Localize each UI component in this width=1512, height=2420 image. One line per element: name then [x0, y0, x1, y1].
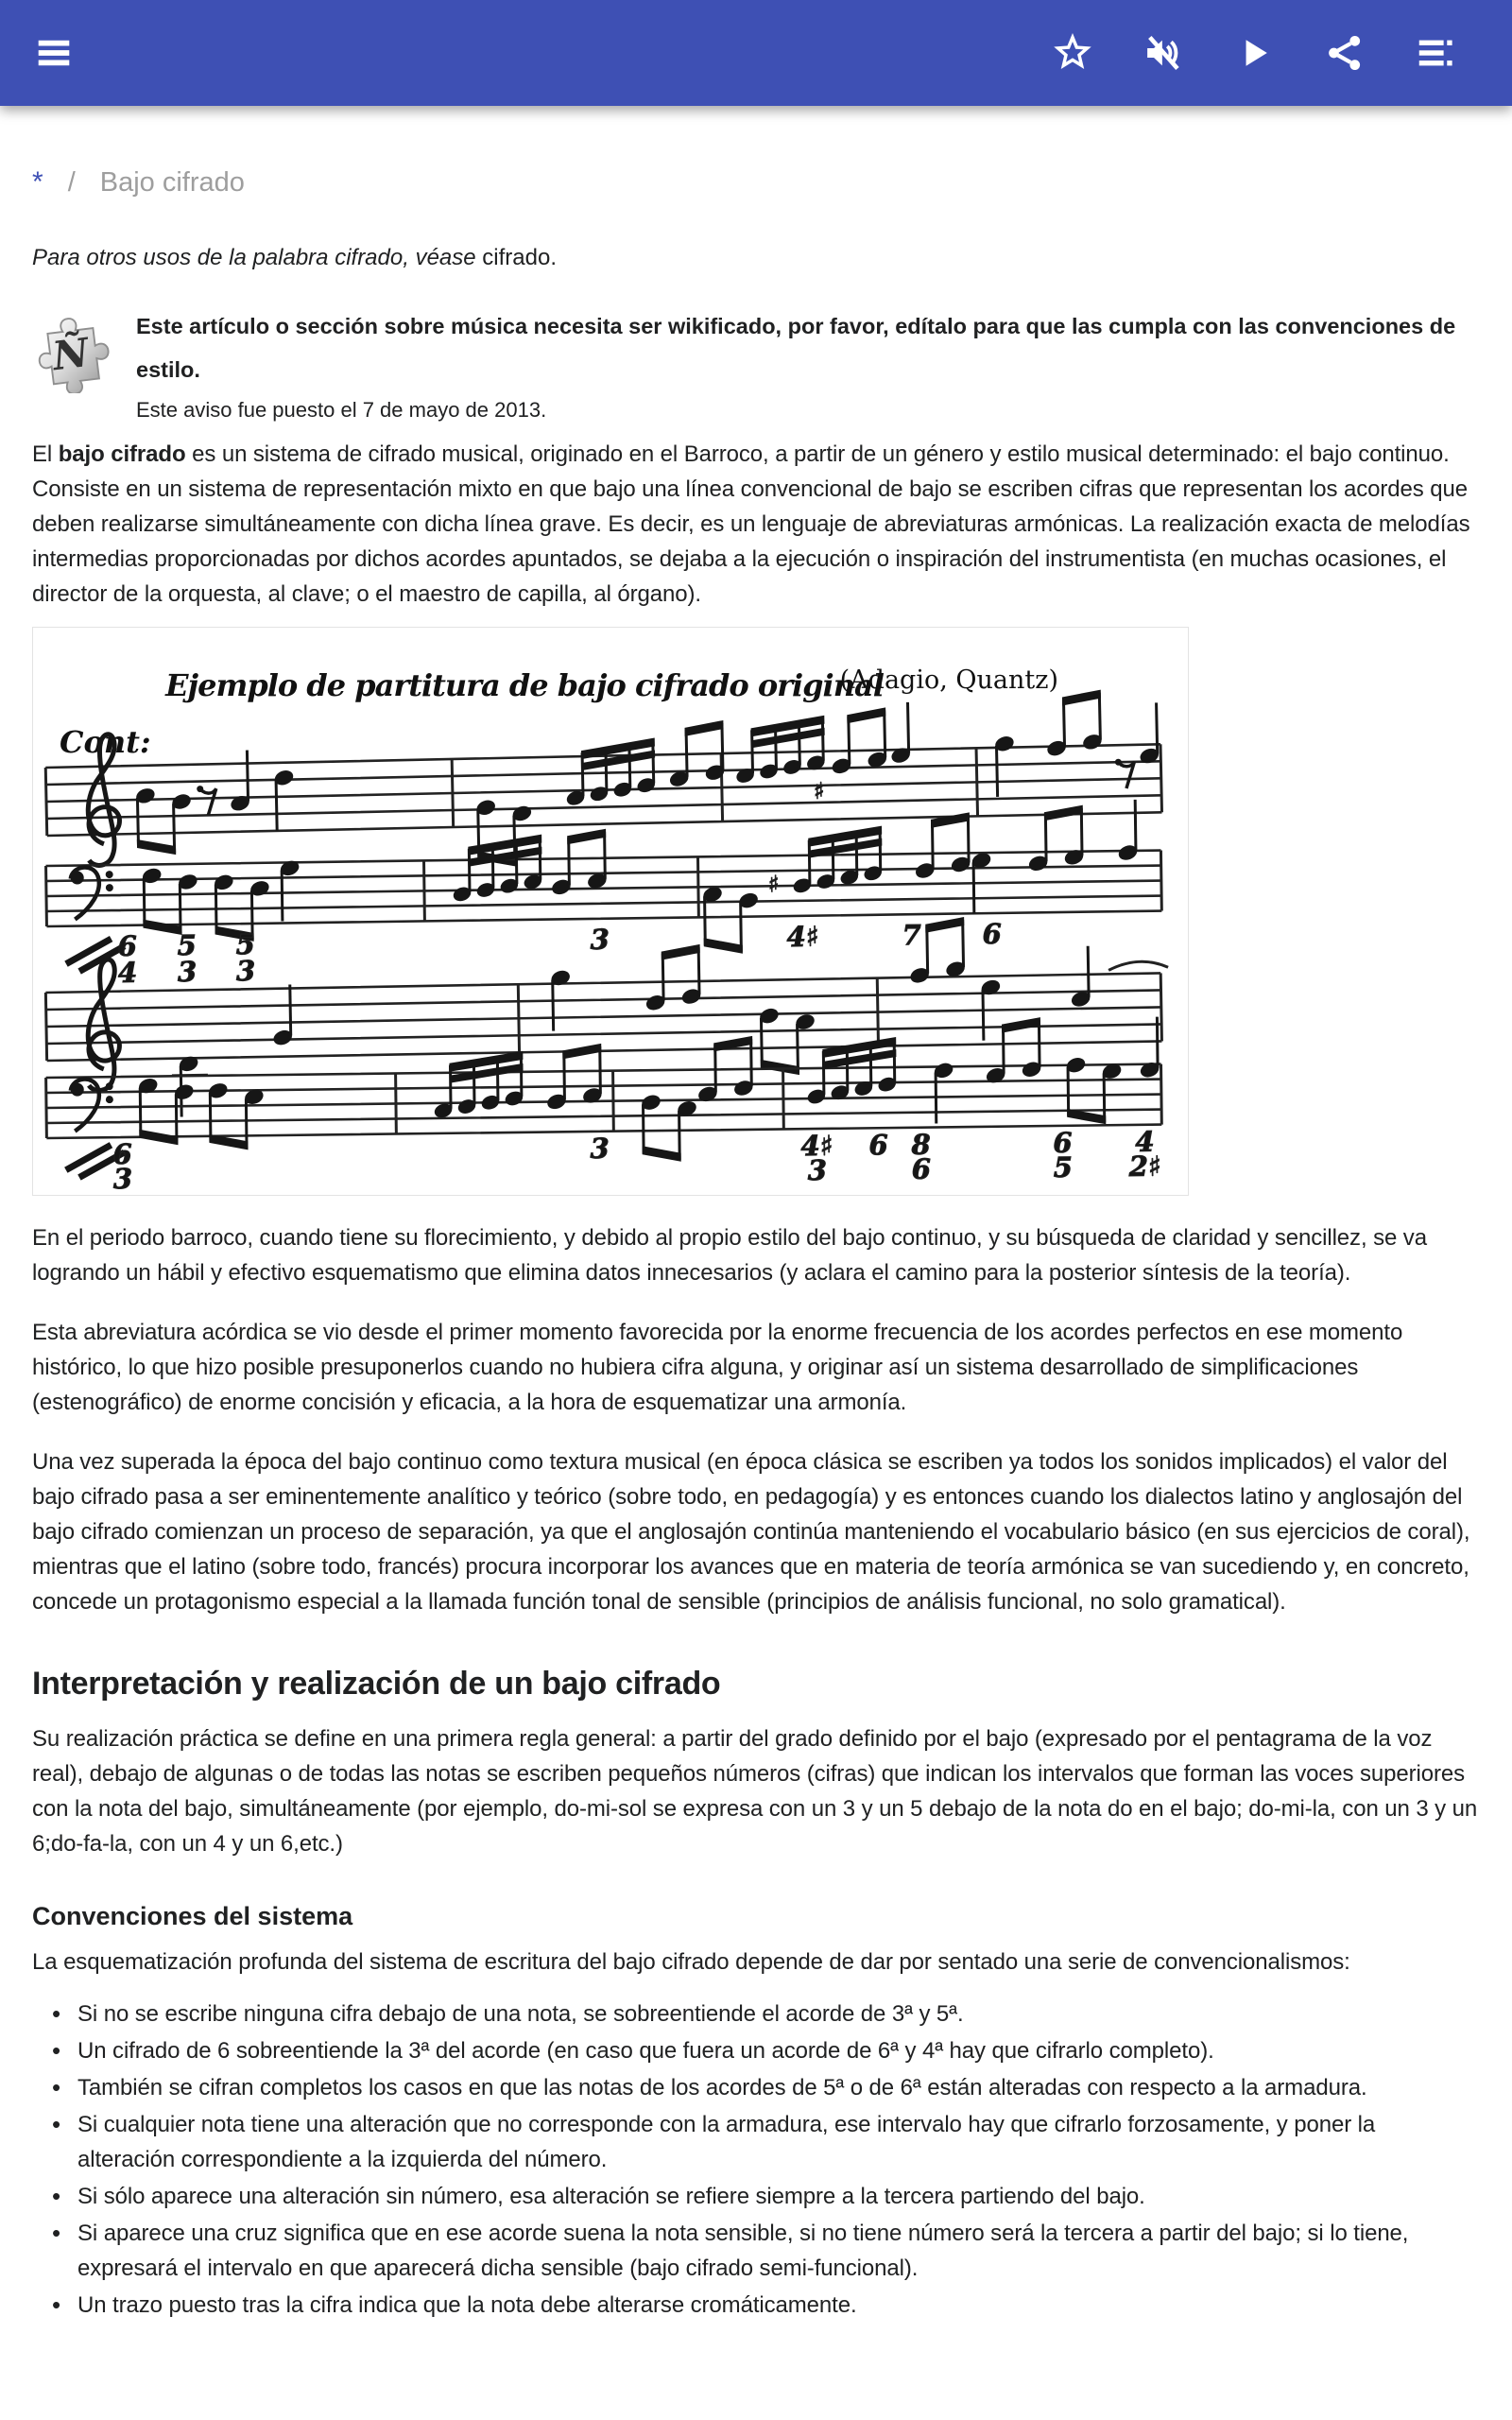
- wikify-puzzle-icon: [32, 306, 113, 393]
- svg-text:6: 6: [982, 917, 1002, 951]
- svg-text:4♯: 4♯: [786, 920, 820, 954]
- svg-text:3: 3: [590, 1132, 610, 1165]
- lead-prefix: El: [32, 441, 59, 467]
- svg-text:6: 6: [868, 1129, 888, 1162]
- hatnote-text: Para otros usos de la palabra cifrado, véase: [32, 245, 476, 270]
- svg-text:3: 3: [235, 954, 256, 988]
- subsection-heading: Convenciones del sistema: [32, 1902, 353, 1930]
- list-item: • Si sólo aparece una alteración sin número, esa alteración se refiere siempre a la tercera partiendo del bajo.: [77, 2179, 1455, 2214]
- share-icon[interactable]: [1323, 31, 1366, 75]
- svg-text:3: 3: [590, 923, 610, 956]
- svg-text:4: 4: [117, 956, 138, 989]
- score-title: Ejemplo de partitura de bajo cifrado original: [165, 667, 884, 703]
- lead-paragraph: [32, 437, 1480, 612]
- score-cont-label: Cont:: [60, 724, 151, 760]
- list-item: • Si cualquier nota tiene una alteración que no corresponde con la armadura, ese intervalo hay que cifrarlo forzosamente, y poner la alteración correspondiente a la izquierda del número.: [77, 2107, 1455, 2177]
- svg-text:3: 3: [177, 955, 198, 989]
- article-content: [0, 164, 1512, 2323]
- wikify-notice-body: [136, 304, 1480, 424]
- app-bar: [0, 0, 1512, 106]
- list-item: • Un cifrado de 6 sobreentiende la 3ª del acorde (en caso que fuera un acorde de 6ª y 4ª hay que cifrarlo completo).: [77, 2033, 1455, 2068]
- toc-icon[interactable]: [1414, 31, 1457, 75]
- breadcrumb: [32, 164, 1480, 200]
- svg-text:8: 8: [911, 1128, 931, 1161]
- svg-text:5: 5: [1053, 1150, 1074, 1184]
- svg-text:7: 7: [902, 919, 921, 952]
- volume-off-icon[interactable]: [1142, 31, 1185, 75]
- lead-rest: es un sistema de cifrado musical, originado en el Barroco, a partir de un género y estilo musical determinado: el bajo continuo. Consiste en un sistema de representación mixto en que bajo una línea convencional de bajo se escriben cifras que representan los acordes que deben realizarse simultáneamente con dicha línea grave. Es decir, es un lenguaje de abreviaturas armónicas. La realización exacta de melodías intermedias proporcionadas por dichos acordes apuntados, se dejaba a la ejecución o inspiración del instrumentista (en muchas ocasiones, el director de la orquesta, al clave; o el maestro de capilla, al órgano).: [32, 441, 1470, 607]
- score-image[interactable]: [32, 627, 1189, 1196]
- wikify-notice-date: Este aviso fue puesto el 7 de mayo de 2013.: [136, 398, 547, 422]
- paragraph: Una vez superada la época del bajo continuo como textura musical (en época clásica se escriben ya todos los sonidos implicados) el valor del bajo cifrado pasa a ser eminentemente analítico y teórico (sobre todo, en pedagogía) y es entonces cuando los dialectos latino y anglosajón del bajo cifrado comienzan un proceso de separación, ya que el anglosajón continúa manteniendo el vocabulario básico (en sus ejercicios de coral), mientras que el latino (sobre todo, francés) procura incorporar los avances que en materia de teoría armónica se van sucediendo y, en concreto, concede un protagonismo especial a la llamada función tonal de sensible (principios de análisis funcional, no solo gramatical).: [32, 1449, 1470, 1615]
- menu-icon[interactable]: [32, 31, 76, 75]
- lead-bold-term: bajo cifrado: [58, 441, 186, 467]
- breadcrumb-separator: /: [67, 167, 76, 198]
- list-item: • Si no se escribe ninguna cifra debajo de una nota, se sobreentiende el acorde de 3ª y 5ª.: [77, 1996, 1455, 2031]
- svg-text:Ñ: Ñ: [49, 328, 92, 380]
- wikify-notice: [32, 304, 1480, 424]
- wikify-notice-text: Este artículo o sección sobre música necesita ser wikificado, por favor, edítalo para que las cumpla con las convenciones de estilo.: [136, 314, 1456, 382]
- paragraph: La esquematización profunda del sistema de escritura del bajo cifrado depende de dar por sentado una serie de convencionalismos:: [32, 1949, 1350, 1975]
- svg-text:6: 6: [1053, 1126, 1073, 1159]
- staff-bass-2: [45, 1016, 1162, 1195]
- svg-text:2♯: 2♯: [1128, 1150, 1162, 1184]
- svg-text:6: 6: [911, 1152, 932, 1185]
- svg-text:5: 5: [177, 928, 198, 962]
- section-heading: Interpretación y realización de un bajo cifrado: [32, 1666, 721, 1702]
- score-tempo: (Adagio, Quantz): [839, 666, 1058, 695]
- list-item: • Un trazo puesto tras la cifra indica que la nota debe alterarse cromáticamente.: [77, 2288, 1455, 2323]
- paragraph: En el periodo barroco, cuando tiene su florecimiento, y debido al propio estilo del bajo continuo, y su búsqueda de claridad y sencillez, se va logrando un hábil y efectivo esquematismo que elimina datos innecesarios (y aclara el camino para la posterior síntesis de la teoría).: [32, 1225, 1427, 1286]
- star-outline-icon[interactable]: [1051, 31, 1094, 75]
- paragraph: Esta abreviatura acórdica se vio desde el primer momento favorecida por la enorme frecuencia de los acordes perfectos en ese momento histórico, lo que hizo posible presuponerlos cuando no hubiera cifra alguna, y originar así un sistema desarrollado de simplificaciones (estenográfico) de enorme concisión y eficacia, a la hora de esquematizar una armonía.: [32, 1320, 1403, 1415]
- paragraph: Su realización práctica se define en una primera regla general: a partir del grado definido por el bajo (expresado por el pentagrama de la voz real), debajo de algunas o de todas las notas se escriben pequeños números (cifras) que indican los intervalos que forman las voces superiores con la nota del bajo, simultáneamente (por ejemplo, do-mi-sol se expresa con un 3 y un 5 debajo de la nota do en el bajo; do-mi-la, con un 3 y un 6;do-fa-la, con un 4 y un 6,etc.): [32, 1726, 1478, 1857]
- svg-text:5: 5: [235, 927, 256, 961]
- hatnote: [32, 242, 1480, 274]
- svg-text:♯: ♯: [813, 777, 825, 804]
- play-icon[interactable]: [1232, 31, 1276, 75]
- list-item: • También se cifran completos los casos en que las notas de los acordes de 5ª o de 6ª están alteradas con respecto a la armadura.: [77, 2070, 1455, 2105]
- svg-text:6: 6: [117, 929, 138, 962]
- conventions-list: [32, 1996, 1480, 2323]
- staff-bass-1: [45, 800, 1162, 990]
- svg-text:4♯: 4♯: [800, 1129, 833, 1163]
- list-item: • Si aparece una cruz significa que en ese acorde suena la nota sensible, si no tiene número será la tercera a partir del bajo; si lo tiene, expresará el intervalo en que aparecerá dicha sensible (bajo cifrado semi-funcional).: [77, 2216, 1455, 2286]
- svg-text:3: 3: [112, 1162, 133, 1195]
- svg-text:3: 3: [807, 1153, 828, 1187]
- page-title: Bajo cifrado: [99, 167, 245, 198]
- breadcrumb-home-link[interactable]: *: [32, 166, 43, 198]
- svg-text:♯: ♯: [767, 871, 780, 898]
- hatnote-link[interactable]: cifrado.: [482, 245, 557, 270]
- svg-text:4: 4: [1135, 1125, 1155, 1158]
- svg-text:6: 6: [112, 1137, 132, 1171]
- app-bar-actions: [1051, 31, 1480, 75]
